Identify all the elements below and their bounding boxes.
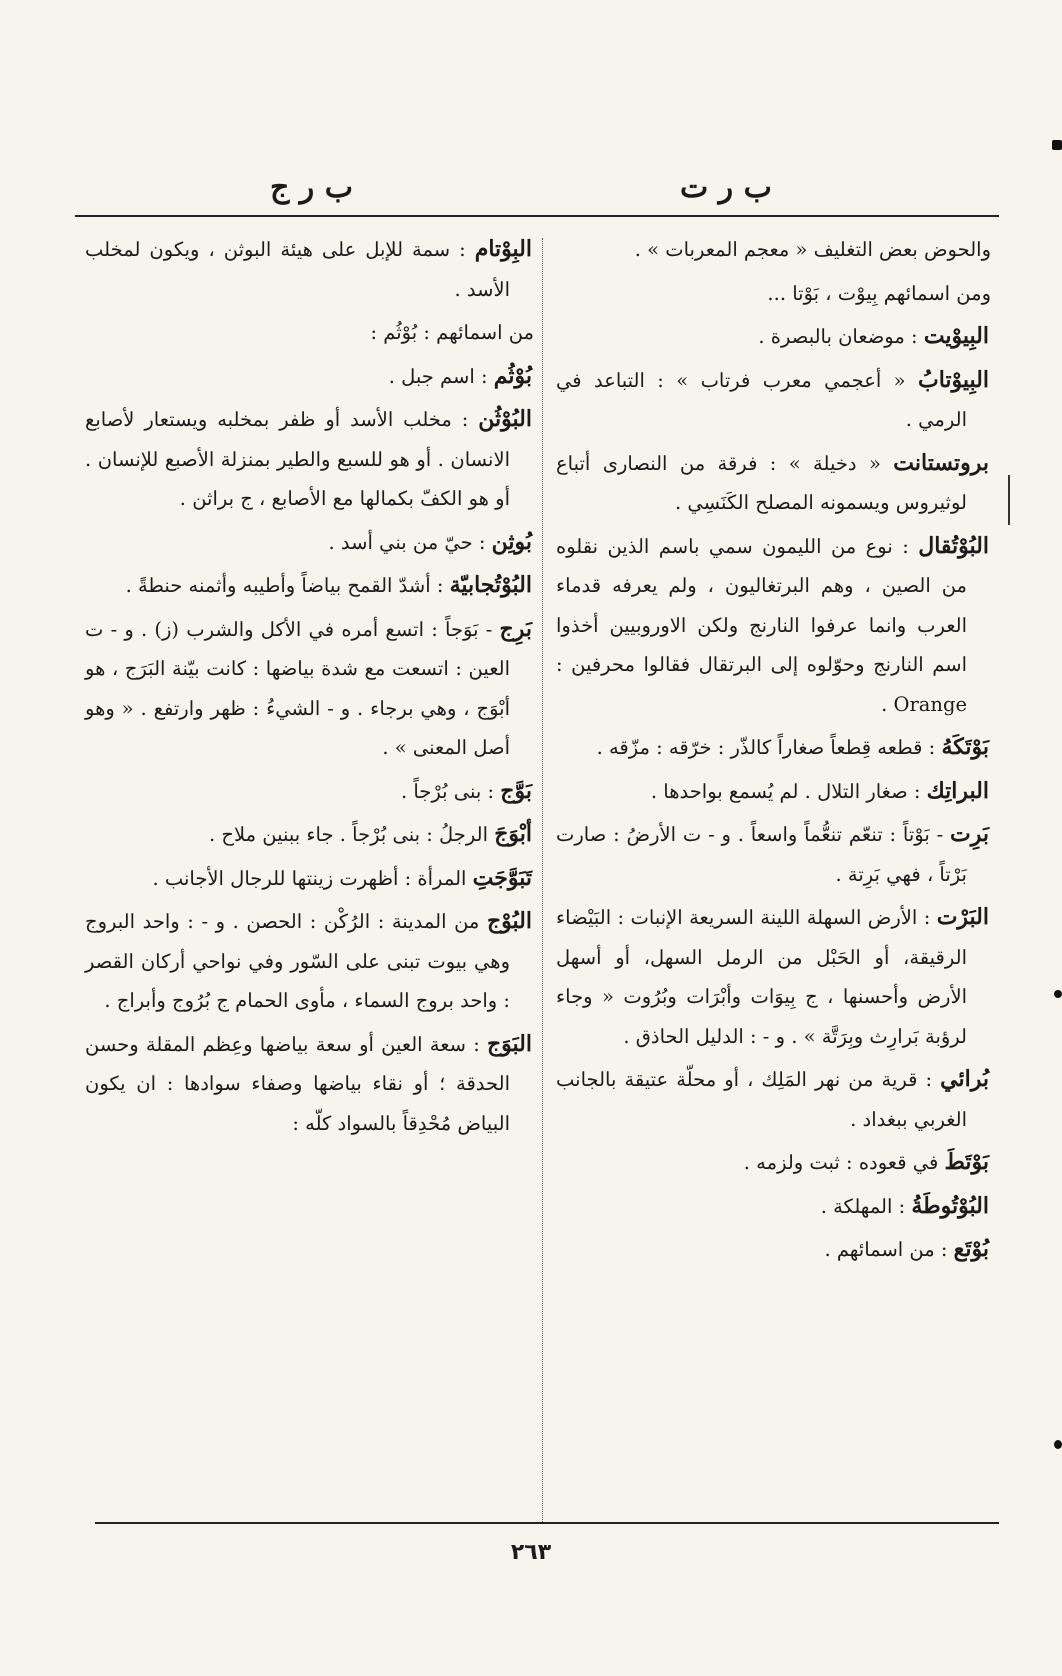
footer-rule (95, 1522, 999, 1524)
right-column (556, 230, 989, 1274)
dictionary-entry: أبْوَجَ الرجلُ : بنى بُرْجاً . جاء ببنين ملاح . (208, 821, 532, 847)
dictionary-entry: بُوثِن : حيّ من بني أسد . (328, 528, 532, 555)
page-number: ٢٦٣ (510, 1540, 552, 1565)
entry-headword: البُوْتُوطَةُ (911, 1192, 989, 1219)
entry-headword: بَوْتَطَ (944, 1149, 989, 1175)
corner-mark (1052, 140, 1062, 150)
dictionary-entry: البُوْثُن : مخلب الأسد أو ظفر بمخلبه ويستعار لأصابع الانسان . أو هو للسبع والطير بمنزلة الأصبع للإنسان . أو هو الكفّ بكمالها مع الأصابع ، ج براثن . (85, 406, 532, 510)
dictionary-entry: بَوْتَكَهُ : قطعه قِطعاً صغاراً كالذّر : خرّقه : مزّقه . (596, 734, 989, 760)
dictionary-entry: البَرْت : الأرض السهلة اللينة السريعة الإنبات : البَيْضاء الرقيقة، أو الحَبْل من الرمل السهل، أو أسهل الأرض وأحسنها ، ج بِيوَات وأبْرَات وبُرُوت « وجاء لرؤبة بَرارِث وبِرَتَّة » . و - : الدليل الحاذق . (556, 904, 989, 1048)
dictionary-entry: ومن اسمائهم بِيوْت ، بَوْتا ... (767, 281, 991, 305)
entry-headword: بُوثِن (491, 528, 532, 555)
entry-headword: أبْوَجَ (494, 821, 532, 847)
entry-headword: البُوْتُقال (918, 532, 989, 559)
entry-headword: البِوْتام (474, 236, 532, 262)
dictionary-entry: بَرِت - بَوْتاً : تنعّم تنعُّماً واسعاً . و - ت الأرضُ : صارت بَرْتاً ، فهي بَرِتة . (556, 821, 989, 886)
entry-headword: البُوْثُن (478, 406, 532, 432)
entry-headword: بَرِج (499, 615, 532, 642)
left-column (85, 230, 532, 1147)
dictionary-entry: البَوَج : سعة العين أو سعة بياضها وعِظم المقلة وحسن الحدقة ؛ أو نقاء بياضها وصفاء سوادها : ان يكون البياض مُحْدِقاً بالسواد كلّه : (85, 1030, 532, 1135)
entry-headword: بُوْتَع (953, 1236, 989, 1262)
entry-headword: البُوْج (486, 908, 532, 934)
dictionary-entry: بُرائي : قرية من نهر المَلِك ، أو محلّة عتيقة بالجانب الغربي ببغداد . (556, 1066, 989, 1131)
margin-dot (1054, 990, 1062, 998)
dictionary-entry: البُوْتُجابيّة : أشدّ القمح بياضاً وأطيبه وأثمنه حنطةً . (125, 572, 532, 598)
entry-headword: البراتِك (926, 777, 989, 804)
dictionary-entry: والحوض بعض التغليف « معجم المعربات » . (634, 238, 991, 261)
entry-headword: البَرْت (936, 904, 989, 930)
dictionary-entry: بَوَّج : بنى بُرْجاً . (400, 777, 532, 804)
dictionary-entry: بَوْتَطَ في قعوده : ثبت ولزمه . (743, 1149, 989, 1175)
entry-headword: البِيوْتابُ (918, 366, 989, 393)
dictionary-entry: البِيوْيت : موضعان بالبصرة . (758, 323, 989, 349)
entry-headword: بَوْتَكَهُ (941, 734, 989, 760)
margin-dot (1054, 1440, 1062, 1449)
entry-headword: بَوَّج (500, 777, 532, 804)
entry-headword: البَوَج (486, 1030, 532, 1057)
entry-headword: بَرِت (950, 821, 989, 847)
entry-headword: بروتستانت (893, 449, 989, 476)
dictionary-entry: تَبَوَّجَتِ المرأة : أظهرت زينتها للرجال الأجانب . (152, 864, 532, 891)
dictionary-entry: البِيوْتابُ « أعجمي معرب فرتاب » : التباعد في الرمي . (556, 366, 989, 431)
dictionary-entry: البُوْتُوطَةُ : المهلكة . (820, 1192, 989, 1219)
dictionary-entry: البراتِك : صغار التلال . لم يُسمع بواحدها . (650, 777, 989, 804)
entry-headword: تَبَوَّجَتِ (472, 864, 532, 891)
column-divider (542, 238, 543, 1522)
header-rule (75, 215, 999, 217)
dictionary-entry: البُوْج من المدينة : الرُكْن : الحصن . و - : واحد البروج وهي بيوت تبنى على السّور وفي نواحي أركان القصر : واحد بروج السماء ، مأوى الحمام ج بُرُوج وأبراج . (85, 908, 532, 1012)
margin-line (1008, 475, 1010, 525)
entry-headword: بُوْثُم (493, 362, 532, 389)
entry-headword: بُرائي (940, 1066, 989, 1092)
dictionary-entry: بروتستانت « دخيلة » : فرقة من النصارى أتباع لوثيروس ويسمونه المصلح الكَنَسِي . (556, 449, 989, 514)
dictionary-entry: بَرِج - بَوَجاً : اتسع أمره في الأكل والشرب (ز) . و - ت العين : اتسعت مع شدة بياضها : كانت بيّنة البَرَج ، هو أبْوَج ، وهي برجاء . و - الشيءُ : ظهر وارتفع . « وهو أصل المعنى » . (85, 615, 532, 759)
dictionary-entry: البِوْتام : سمة للإبل على هيئة البوثن ، ويكون لمخلب الأسد . (85, 236, 532, 301)
entry-headword: البُوْتُجابيّة (449, 572, 532, 598)
dictionary-entry: بُوْتَع : من اسمائهم . (824, 1236, 989, 1262)
dictionary-entry: بُوْثُم : اسم جبل . (388, 362, 532, 389)
right-column-header: ب ر ت (680, 170, 772, 205)
left-column-header: ب ر ج (270, 170, 353, 205)
dictionary-entry: من اسمائهم : بُوْثُم : (370, 321, 534, 344)
dictionary-entry: البُوْتُقال : نوع من الليمون سمي باسم الذين نقلوه من الصين ، وهم البرتغاليون ، ولم يعرفه قدماء العرب وانما عرفوا النارنج ولكن الاوروبيين أخذوا اسم النارنج وحوّلوه إلى البرتقال فقالوا محرفين : Orange . (556, 532, 989, 716)
entry-headword: البِيوْيت (923, 323, 989, 349)
